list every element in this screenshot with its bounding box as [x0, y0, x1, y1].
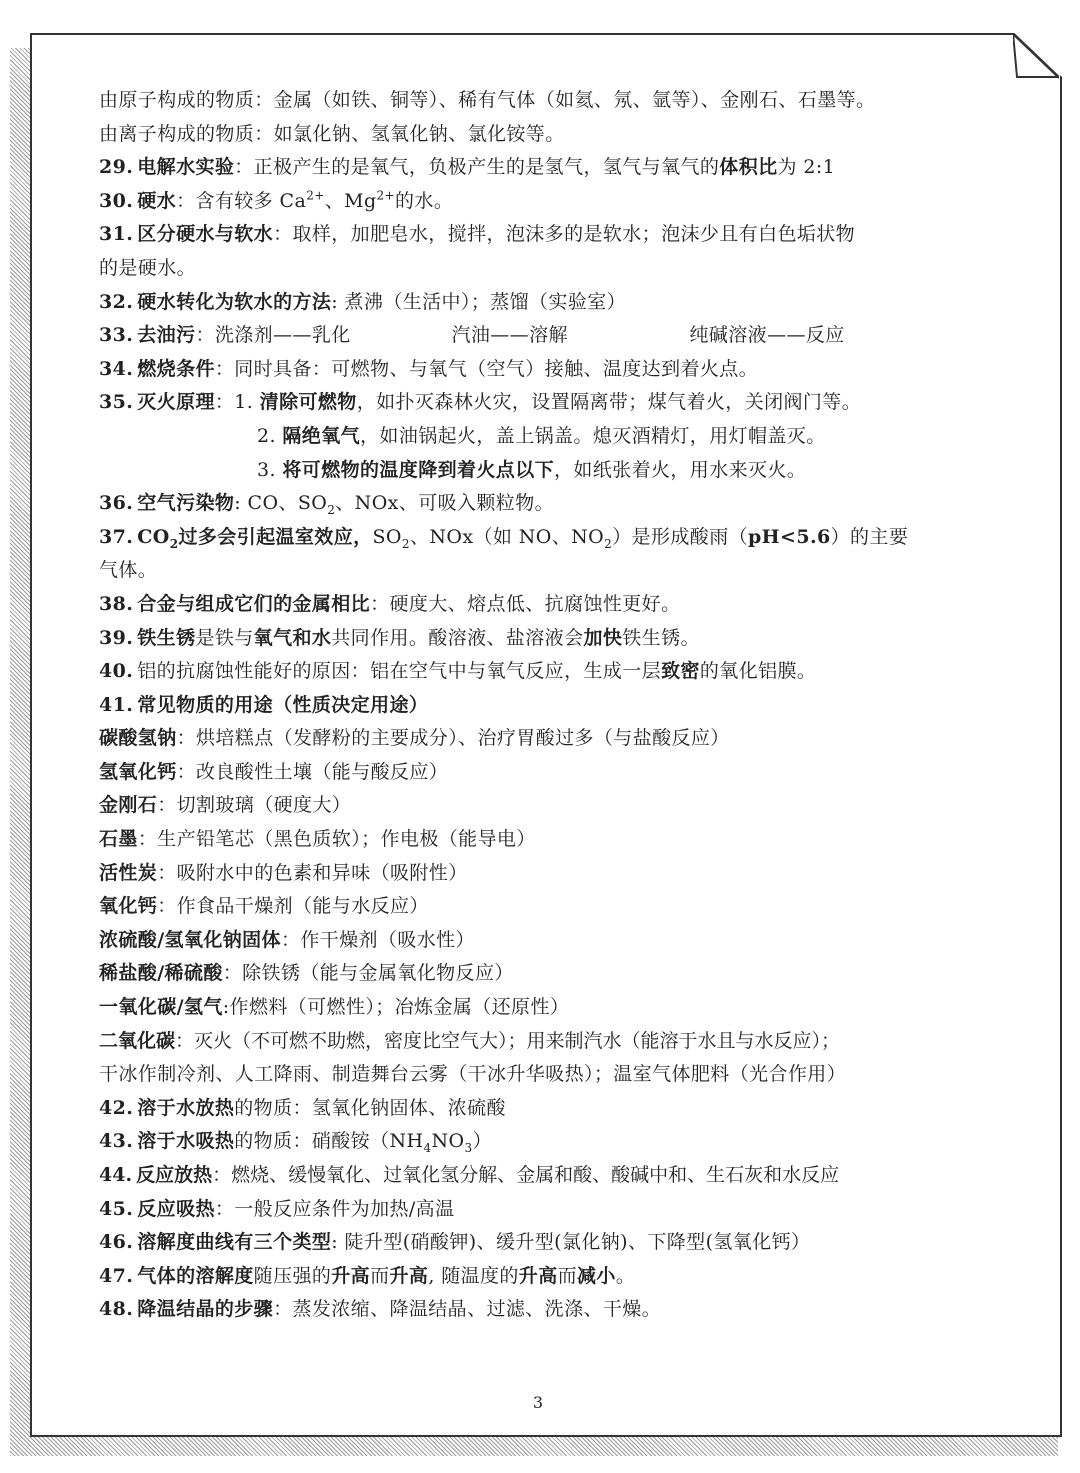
item-35-sub2: 2. 隔绝氧气，如油锅起火，盖上锅盖。熄灭酒精灯，用灯帽盖灭。	[257, 424, 826, 447]
intro-atoms: 由原子构成的物质：金属（如铁、铜等）、稀有气体（如氦、氖、氩等）、金刚石、石墨等。	[99, 89, 876, 111]
use-item: 稀盐酸/稀硫酸：除铁锈（能与金属氧化物反应）	[99, 962, 514, 985]
item-36: 36. 空气污染物: CO、$SO_2$、NOx、可吸入颗粒物。	[99, 492, 554, 517]
item-42: 42. 溶于水放热的物质：氢氧化钠固体、浓硫酸	[99, 1096, 506, 1119]
item-40: 40. 铝的抗腐蚀性能好的原因：铝在空气中与氧气反应，生成一层致密的氧化铝膜。	[99, 660, 817, 683]
item-31-cont: 的是硬水。	[99, 256, 197, 279]
item-41: 41. 常见物质的用途（性质决定用途）	[99, 693, 429, 716]
item-39: 39. 铁生锈是铁与氧气和水共同作用。酸溶液、盐溶液会加快铁生锈。	[99, 626, 700, 649]
item-33: 33. 去油污：洗涤剂——乳化 汽油——溶解 纯碱溶液——反应	[99, 324, 845, 347]
use-item: 一氧化碳/氢气:作燃料（可燃性）；冶炼金属（还原性）	[99, 996, 570, 1019]
item-48: 48. 降温结晶的步骤：蒸发浓缩、降温结晶、过滤、洗涤、干燥。	[99, 1298, 662, 1321]
item-31: 31. 区分硬水与软水：取样，加肥皂水，搅拌，泡沫多的是软水；泡沫少且有白色垢状物	[99, 223, 856, 246]
use-item: 金刚石：切割玻璃（硬度大）	[99, 794, 352, 817]
item-44: 44. 反应放热：燃烧、缓慢氧化、过氧化氢分解、金属和酸、酸碱中和、生石灰和水反应	[99, 1164, 840, 1186]
use-item: 碳酸氢钠：烘培糕点（发酵粉的主要成分）、治疗胃酸过多（与盐酸反应）	[99, 727, 730, 750]
page-number: 3	[532, 1393, 544, 1412]
use-item-co2-cont: 干冰作制冷剂、人工降雨、制造舞台云雾（干冰升华吸热）；温室气体肥料（光合作用）	[99, 1063, 847, 1086]
use-item: 活性炭：吸附水中的色素和异味（吸附性）	[99, 861, 468, 884]
page-fold-corner	[1013, 33, 1059, 79]
item-45: 45. 反应吸热：一般反应条件为加热/高温	[99, 1197, 455, 1220]
page-shadow-left	[10, 48, 32, 1456]
item-29: 29. 电解水实验：正极产生的是氧气，负极产生的是氢气，氢气与氧气的体积比为 2:1	[99, 156, 836, 179]
item-30: 30. 硬水：含有较多 $Ca^{2+}$、$Mg^{2+}$的水。	[99, 188, 454, 212]
item-34: 34. 燃烧条件：同时具备：可燃物、与氧气（空气）接触、温度达到着火点。	[99, 357, 759, 380]
item-46: 46. 溶解度曲线有三个类型: 陡升型(硝酸钾)、缓升型(氯化钠)、下降型(氢氧化钙）	[99, 1231, 811, 1254]
use-item: 氢氧化钙：改良酸性土壤（能与酸反应）	[99, 760, 449, 783]
item-43: 43. 溶于水吸热的物质：硝酸铵$(NH_4NO_3)$	[99, 1130, 492, 1156]
item-35: 35. 灭火原理：1. 清除可燃物，如扑灭森林火灾，设置隔离带；煤气着火，关闭阀门等。	[99, 391, 862, 414]
item-35-sub3: 3. 将可燃物的温度降到着火点以下，如纸张着火，用水来灭火。	[257, 458, 807, 481]
use-item: 浓硫酸/氢氧化钠固体：作干燥剂（吸水性）	[99, 928, 475, 951]
intro-ions: 由离子构成的物质：如氯化钠、氢氧化钠、氯化铵等。	[99, 122, 565, 145]
use-item: 石墨：生产铅笔芯（黑色质软）；作电极（能导电）	[99, 828, 536, 851]
item-32: 32. 硬水转化为软水的方法: 煮沸（生活中）；蒸馏（实验室）	[99, 290, 627, 313]
item-37: 37. $CO_2$过多会引起温室效应，$SO_2$、NOx（如 NO、$NO_2$）是形成酸雨（pH<5.6）的主要	[99, 525, 909, 551]
item-37-cont: 气体。	[99, 559, 158, 582]
use-item: 二氧化碳：灭火（不可燃不助燃，密度比空气大）；用来制汽水（能溶于水且与水反应）；	[99, 1029, 841, 1052]
page-content	[99, 84, 979, 1327]
item-38: 38. 合金与组成它们的金属相比：硬度大、熔点低、抗腐蚀性更好。	[99, 592, 681, 615]
item-47: 47. 气体的溶解度随压强的升高而升高, 随温度的升高而减小。	[99, 1264, 636, 1287]
use-item: 氧化钙：作食品干燥剂（能与水反应）	[99, 895, 429, 918]
